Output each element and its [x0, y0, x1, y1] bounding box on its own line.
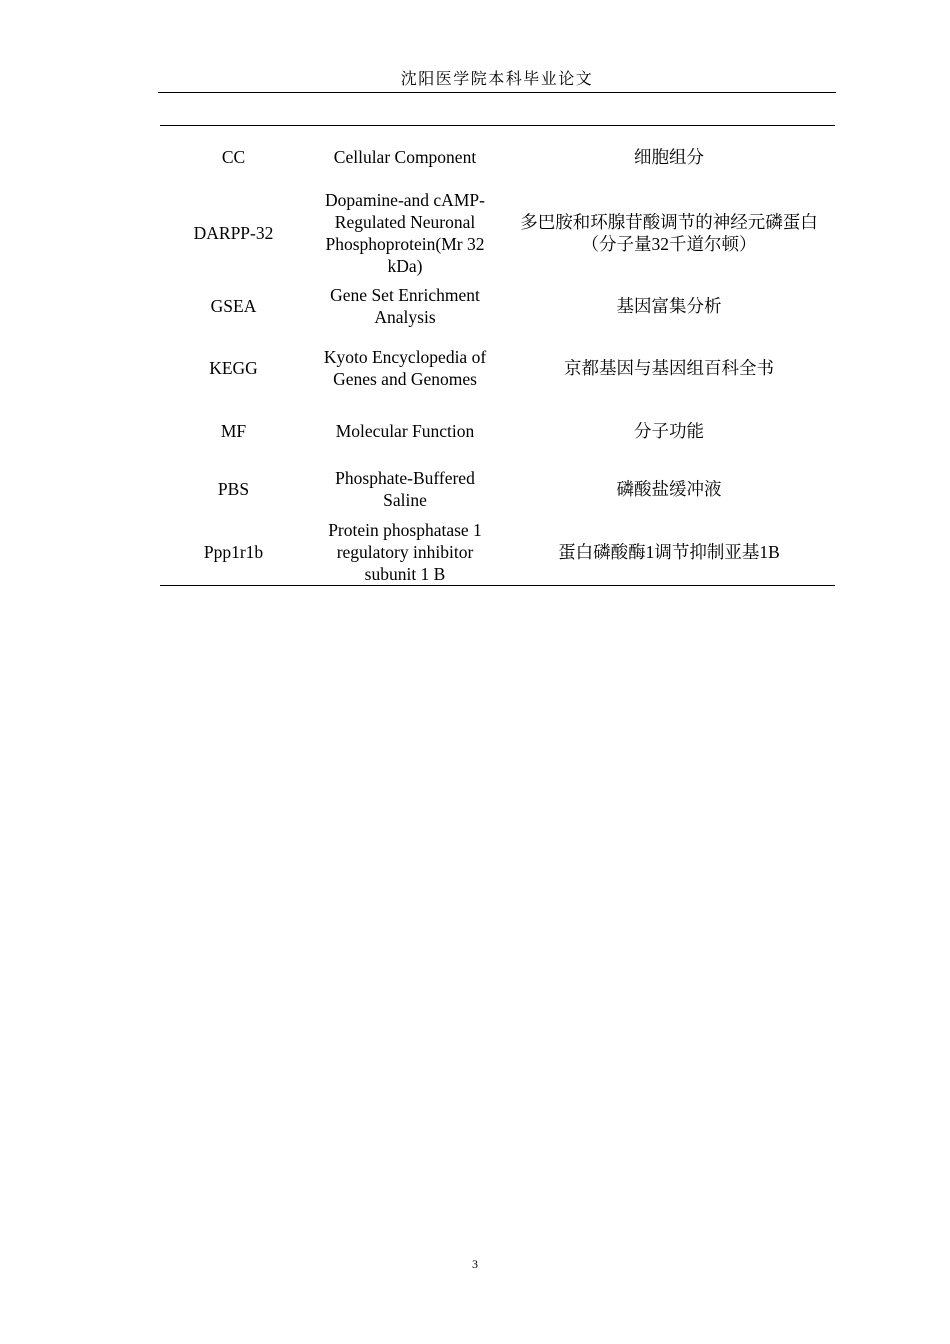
chinese-name-cell — [503, 459, 835, 519]
abbr-cell: CC — [221, 146, 246, 167]
table-row — [160, 519, 835, 586]
table-row — [160, 333, 835, 403]
abbr-cell: KEGG — [209, 357, 258, 378]
chinese-name-cell — [503, 279, 835, 333]
full-name-cell — [307, 403, 503, 459]
full-name-cell — [307, 333, 503, 403]
page-header — [158, 68, 836, 93]
full-name-text: Dopamine-and cAMP-Regulated Neuronal Phosphoprotein(Mr 32 kDa) — [325, 190, 485, 276]
abbr-cell: MF — [220, 420, 247, 441]
table-row — [160, 188, 835, 279]
table-row — [160, 403, 835, 459]
full-name-cell — [307, 279, 503, 333]
full-name-text: Gene Set Enrichment Analysis — [330, 284, 480, 327]
abbr-cell: Ppp1r1b — [203, 541, 264, 562]
chinese-name-text: 蛋白磷酸酶1调节抑制亚基1B — [558, 541, 780, 562]
chinese-name-text: 基因富集分析 — [616, 295, 722, 316]
chinese-name-cell — [503, 188, 835, 279]
abbreviation-table — [160, 125, 835, 586]
abbr-cell: DARPP-32 — [193, 223, 274, 243]
chinese-name-text: 京都基因与基因组百科全书 — [564, 357, 774, 378]
table-row — [160, 126, 835, 188]
page-number: 3 — [472, 1257, 478, 1271]
chinese-name-cell — [503, 126, 835, 188]
chinese-name-cell — [503, 403, 835, 459]
full-name-text: Molecular Function — [335, 420, 475, 441]
header-title: 沈阳医学院本科毕业论文 — [400, 71, 594, 88]
abbr-cell: PBS — [217, 478, 250, 499]
full-name-cell — [307, 519, 503, 586]
chinese-name-cell — [503, 333, 835, 403]
chinese-name-cell — [503, 519, 835, 586]
full-name-text: Kyoto Encyclopedia of Genes and Genomes — [323, 346, 487, 389]
full-name-text: Protein phosphatase 1 regulatory inhibitor subunit 1 B — [328, 519, 482, 584]
full-name-text: Phosphate-Buffered Saline — [335, 467, 475, 510]
full-name-cell — [307, 459, 503, 519]
chinese-name-text: 多巴胺和环腺苷酸调节的神经元磷蛋白（分子量32千道尔顿） — [520, 212, 818, 254]
abbr-cell: GSEA — [210, 295, 257, 316]
table-row — [160, 279, 835, 333]
full-name-text: Cellular Component — [333, 146, 477, 167]
full-name-cell — [307, 126, 503, 188]
full-name-cell — [307, 188, 503, 279]
chinese-name-text: 磷酸盐缓冲液 — [616, 478, 722, 499]
chinese-name-text: 分子功能 — [634, 420, 704, 441]
table-row — [160, 459, 835, 519]
chinese-name-text: 细胞组分 — [634, 146, 704, 167]
